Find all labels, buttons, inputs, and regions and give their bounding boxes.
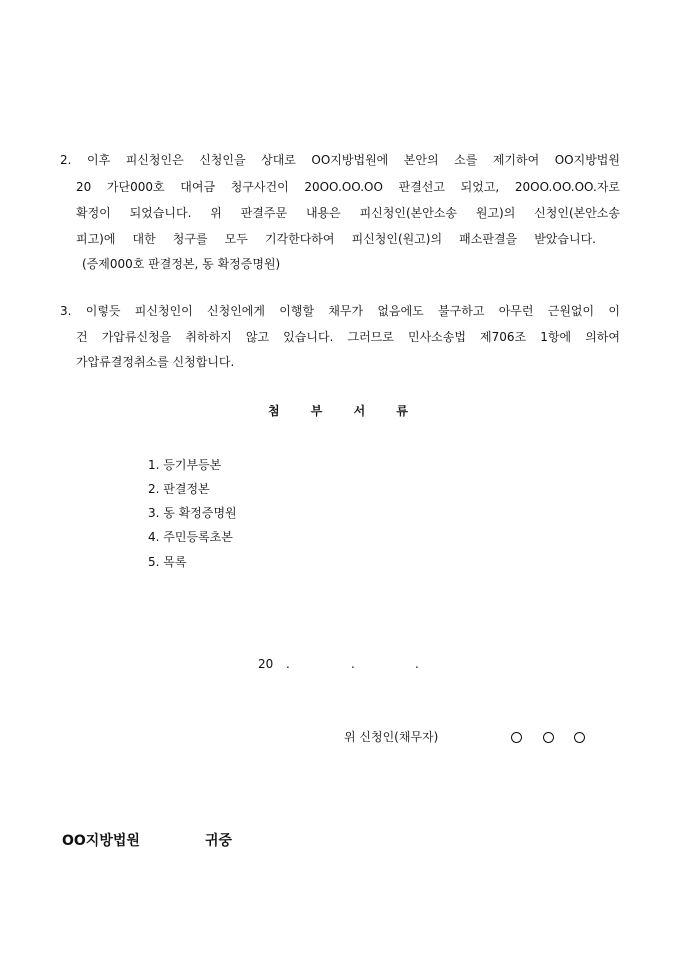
attachment-item: 5. 목록 (148, 555, 187, 569)
date-year-prefix: 20 (258, 657, 274, 671)
date-separator: . (286, 657, 290, 671)
paragraph-2-line-1: 2. 이후 피신청인은 신청인을 상대로 OO지방법원에 본안의 소를 제기하여 OO지방법원 (60, 153, 620, 167)
signature-label: 위 신청인(채무자) (344, 730, 439, 744)
attachment-item: 1. 등기부등본 (148, 458, 222, 472)
date-separator: . (351, 657, 355, 671)
paragraph-2-line-2: 20 가단000호 대여금 청구사건이 20OO.OO.OO 판결선고 되었고, 20OO.OO.OO.자로 (76, 180, 620, 194)
signature-mark (511, 732, 522, 743)
paragraph-2-line-4: 피고)에 대한 청구를 모두 기각한다하여 피신청인(원고)의 패소판결을 받았습니다. (76, 232, 596, 246)
attachment-item: 3. 동 확정증명원 (148, 506, 237, 520)
court-name: OO지방법원 (62, 833, 140, 849)
attachment-item: 4. 주민등록초본 (148, 530, 233, 544)
court-suffix: 귀중 (205, 833, 233, 849)
signature-mark (574, 732, 585, 743)
date-separator: . (415, 657, 419, 671)
paragraph-3-line-2: 건 가압류신청을 취하하지 않고 있습니다. 그러므로 민사소송법 제706조 1항에 의하여 (76, 330, 620, 344)
paragraph-3-line-1: 3. 이렇듯 피신청인이 신청인에게 이행할 채무가 없음에도 불구하고 아무런 근원없이 이 (60, 304, 620, 318)
attachment-item: 2. 판결정본 (148, 482, 210, 496)
paragraph-2-line-5: (증제000호 판결정본, 동 확정증명원) (82, 257, 281, 271)
attachments-heading: 첨 부 서 류 (268, 404, 408, 418)
paragraph-2-line-3: 확정이 되었습니다. 위 판결주문 내용은 피신청인(본안소송 원고)의 신청인(본안소송 (76, 206, 620, 220)
paragraph-3-line-3: 가압류결정취소를 신청합니다. (76, 355, 235, 369)
signature-mark (543, 732, 554, 743)
